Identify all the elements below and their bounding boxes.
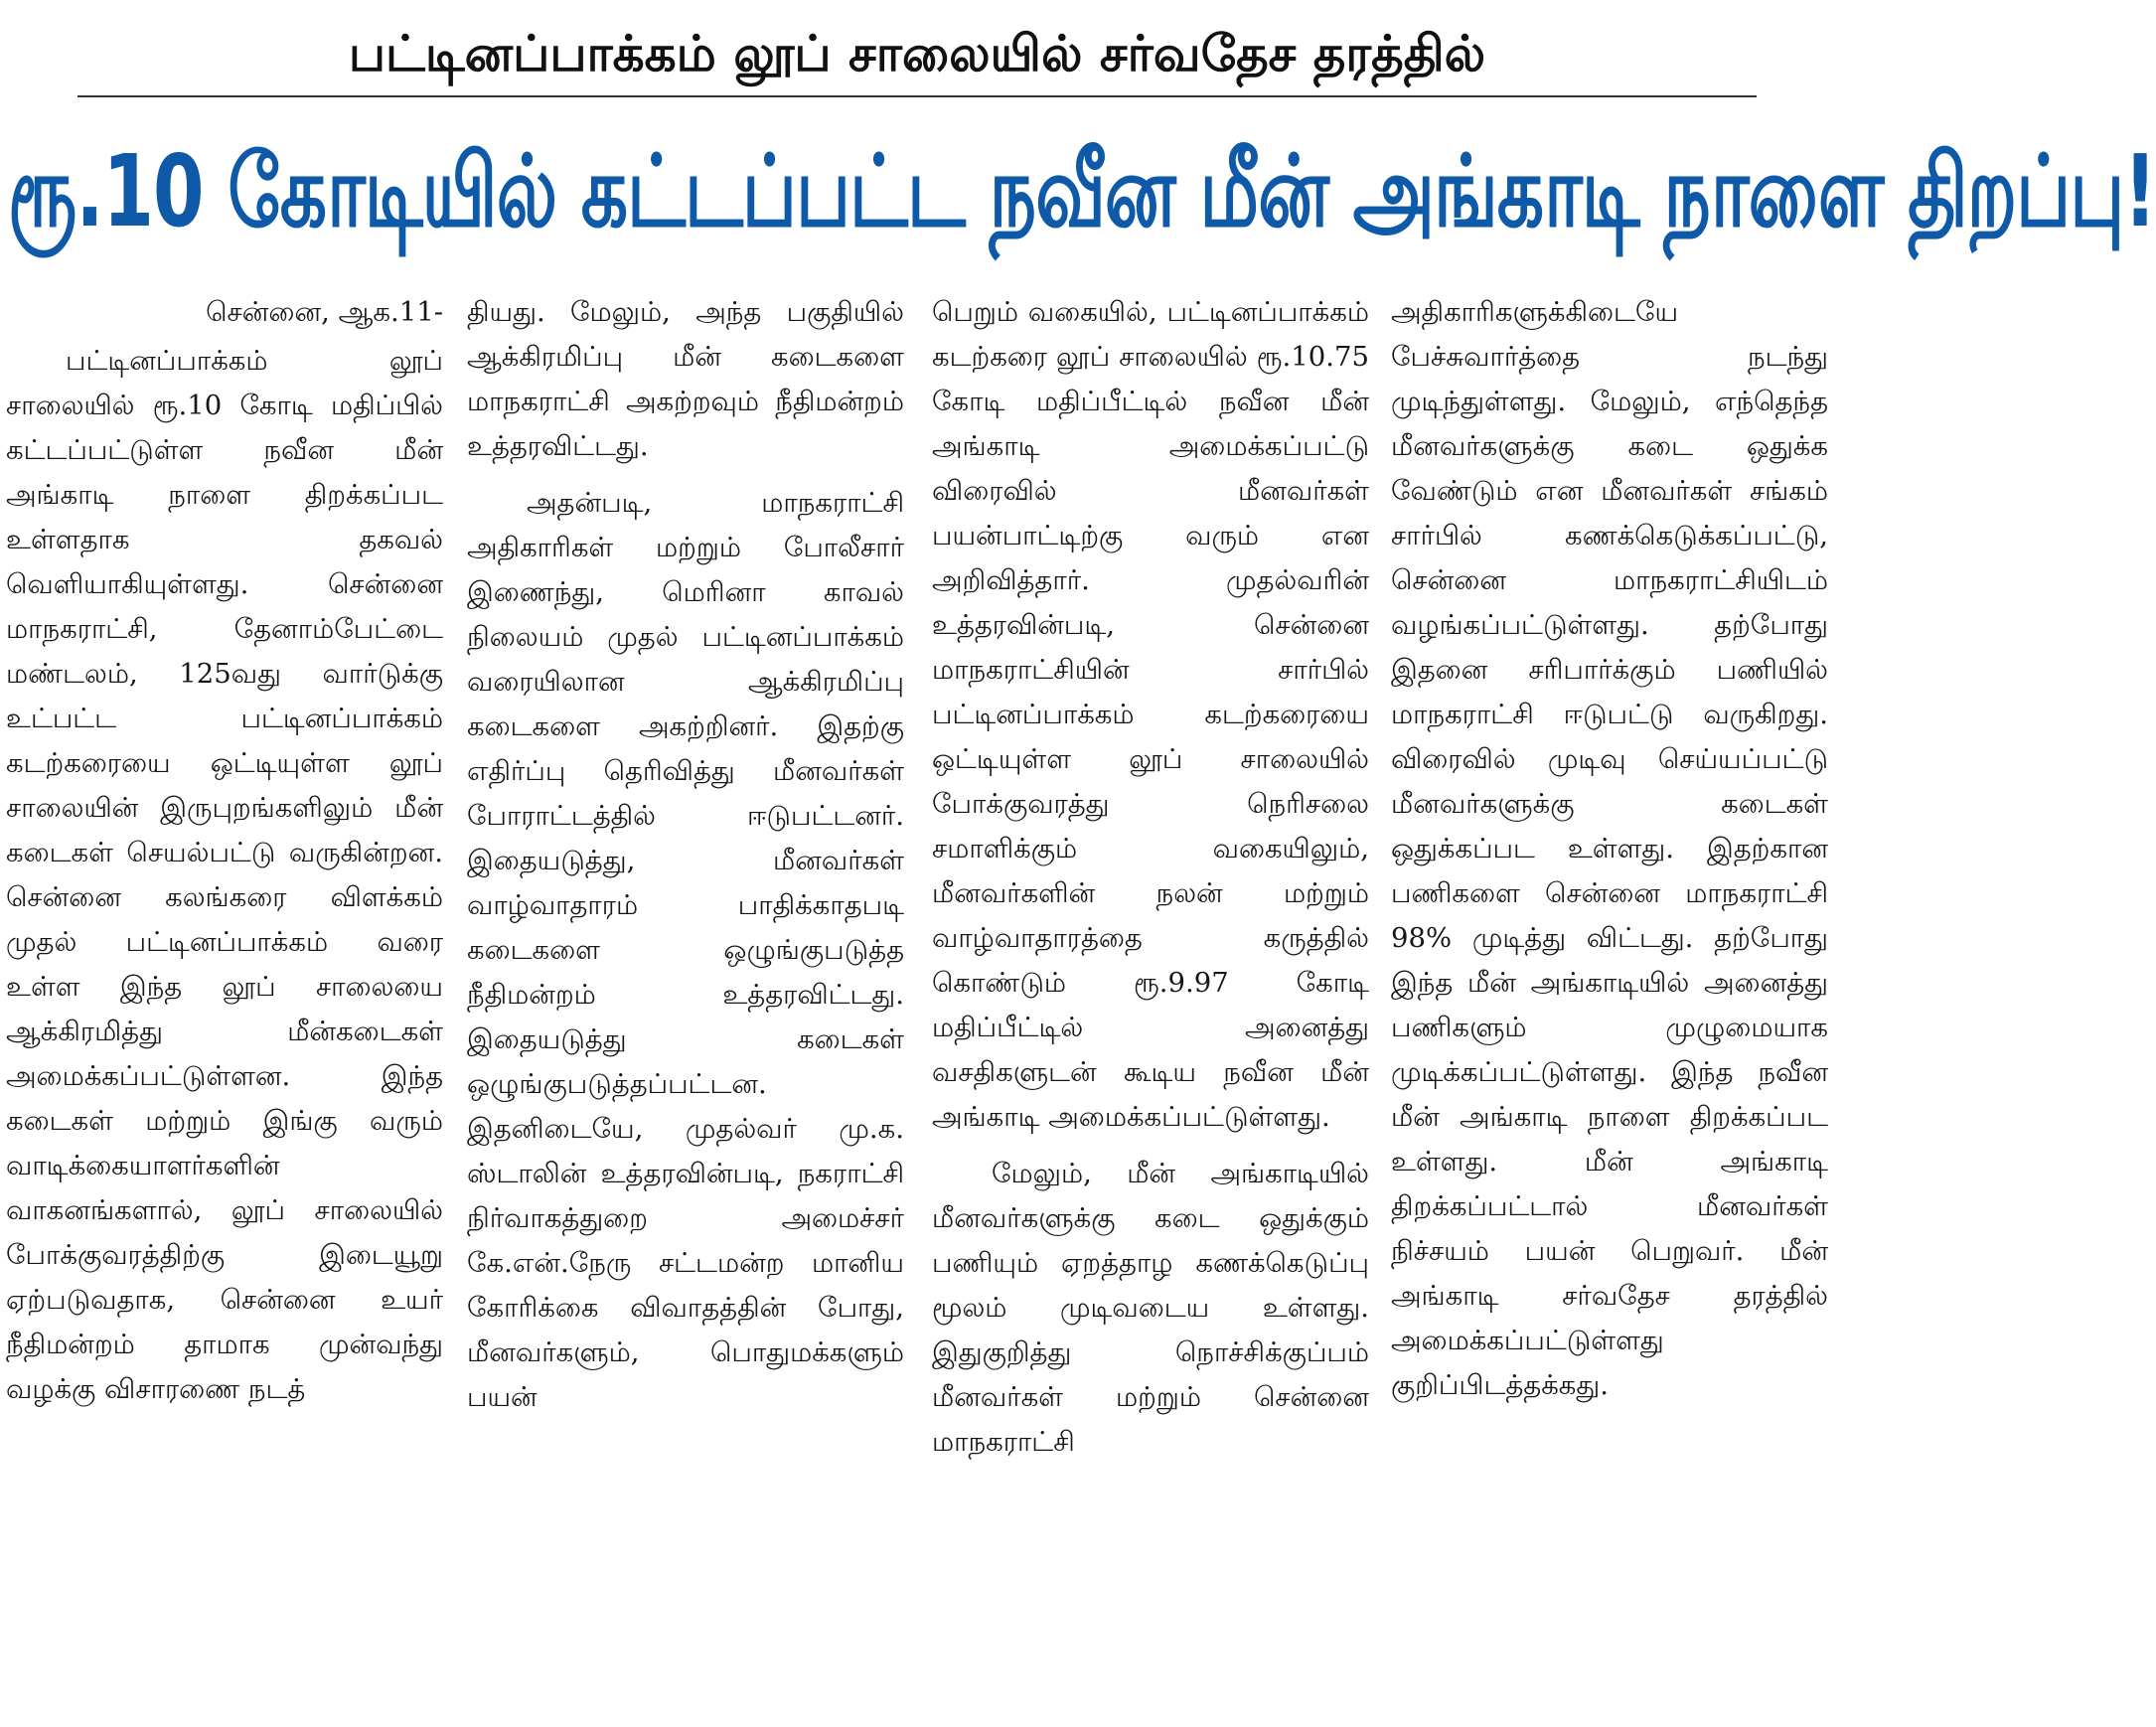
dateline: சென்னை, ஆக.11-: [206, 296, 443, 328]
article-kicker: பட்டினப்பாக்கம் லூப் சாலையில் சர்வதேச தரத்தில்: [348, 25, 1486, 82]
article-headline: ரூ.10 கோடியில் கட்டப்பட்ட நவீன மீன் அங்காடி நாளை திறப்பு!: [8, 133, 2156, 250]
paragraph: பெறும் வகையில், பட்டினப்பாக்கம் கடற்கரை லூப் சாலையில் ரூ.10.75 கோடி மதிப்பீட்டில் நவீன மீன் அங்காடி அமைக்கப்பட்டு விரைவில் மீனவர்கள் பயன்பாட்டிற்கு வரும் என அறிவித்தார். முதல்வரின் உத்தரவின்படி, சென்னை மாநகராட்சியின் சார்பில் பட்டினப்பாக்கம் கடற்கரையை ஒட்டியுள்ள லூப் சாலையில் போக்குவரத்து நெரிசலை சமாளிக்கும் வகையிலும், மீனவர்களின் நலன் மற்றும் வாழ்வாதாரத்தை கருத்தில் கொண்டும் ரூ.9.97 கோடி மதிப்பீட்டில் அனைத்து வசதிகளுடன் கூடிய நவீன மீன் அங்காடி அமைக்கப்பட்டுள்ளது.: [932, 296, 1369, 1133]
article-column-1: [6, 290, 443, 1721]
paragraph: தியது. மேலும், அந்த பகுதியில் ஆக்கிரமிப்பு மீன் கடைகளை மாநகராட்சி அகற்றவும் நீதிமன்றம் உத்தரவிட்டது.: [467, 296, 904, 462]
paragraph: மேலும், மீன் அங்காடியில் மீனவர்களுக்கு கடை ஒதுக்கும் பணியும் ஏறத்தாழ கணக்கெடுப்பு மூலம் முடிவடைய உள்ளது. இதுகுறித்து நொச்சிக்குப்பம் மீனவர்கள் மற்றும் சென்னை மாநகராட்சி: [932, 1158, 1369, 1458]
paragraph: பட்டினப்பாக்கம் லூப் சாலையில் ரூ.10 கோடி மதிப்பில் கட்டப்பட்டுள்ள நவீன மீன் அங்காடி நாளை திறக்கப்பட உள்ளதாக தகவல் வெளியாகியுள்ளது. சென்னை மாநகராட்சி, தேனாம்பேட்டை மண்டலம், 125வது வார்டுக்கு உட்பட்ட பட்டினப்பாக்கம் கடற்கரையை ஒட்டியுள்ள லூப் சாலையின் இருபுறங்களிலும் மீன் கடைகள் செயல்பட்டு வருகின்றன. சென்னை கலங்கரை விளக்கம் முதல் பட்டினப்பாக்கம் வரை உள்ள இந்த லூப் சாலையை ஆக்கிரமித்து மீன்கடைகள் அமைக்கப்பட்டுள்ளன. இந்த கடைகள் மற்றும் இங்கு வரும் வாடிக்கையாளர்களின் வாகனங்களால், லூப் சாலையில் போக்குவரத்திற்கு இடையூறு ஏற்படுவதாக, சென்னை உயர் நீதிமன்றம் தாமாக முன்வந்து வழக்கு விசாரணை நடத்: [6, 345, 443, 1405]
paragraph: அதிகாரிகளுக்கிடையே பேச்சுவார்த்தை நடந்து முடிந்துள்ளது. மேலும், எந்தெந்த மீனவர்களுக்கு கடை ஒதுக்க வேண்டும் என மீனவர்கள் சங்கம் சார்பில் கணக்கெடுக்கப்பட்டு, சென்னை மாநகராட்சியிடம் வழங்கப்பட்டுள்ளது. தற்போது இதனை சரிபார்க்கும் பணியில் மாநகராட்சி ஈடுபட்டு வருகிறது. விரைவில் முடிவு செய்யப்பட்டு மீனவர்களுக்கு கடைகள் ஒதுக்கப்பட உள்ளது. இதற்கான பணிகளை சென்னை மாநகராட்சி 98% முடித்து விட்டது. தற்போது இந்த மீன் அங்காடியில் அனைத்து பணிகளும் முழுமையாக முடிக்கப்பட்டுள்ளது. இந்த நவீன மீன் அங்காடி நாளை திறக்கப்பட உள்ளது. மீன் அங்காடி திறக்கப்பட்டால் மீனவர்கள் நிச்சயம் பயன் பெறுவர். மீன் அங்காடி சர்வதேச தரத்தில் அமைக்கப்பட்டுள்ளது குறிப்பிடத்தக்கது.: [1391, 296, 1828, 1401]
paragraph: அதன்படி, மாநகராட்சி அதிகாரிகள் மற்றும் போலீசார் இணைந்து, மெரினா காவல் நிலையம் முதல் பட்டினப்பாக்கம் வரையிலான ஆக்கிரமிப்பு கடைகளை அகற்றினர். இதற்கு எதிர்ப்பு தெரிவித்து மீனவர்கள் போராட்டத்தில் ஈடுபட்டனர். இதையடுத்து, மீனவர்கள் வாழ்வாதாரம் பாதிக்காதபடி கடைகளை ஒழுங்குபடுத்த நீதிமன்றம் உத்தரவிட்டது. இதையடுத்து கடைகள் ஒழுங்குபடுத்தப்பட்டன. இதனிடையே, முதல்வர் மு.க. ஸ்டாலின் உத்தரவின்படி, நகராட்சி நிர்வாகத்துறை அமைச்சர் கே.என்.நேரு சட்டமன்ற மானிய கோரிக்கை விவாதத்தின் போது, மீனவர்களும், பொதுமக்களும் பயன்: [467, 487, 904, 1413]
article-column-4: [1391, 290, 1828, 1721]
article-column-2: [467, 290, 904, 1721]
article-column-3: [932, 290, 1369, 1721]
